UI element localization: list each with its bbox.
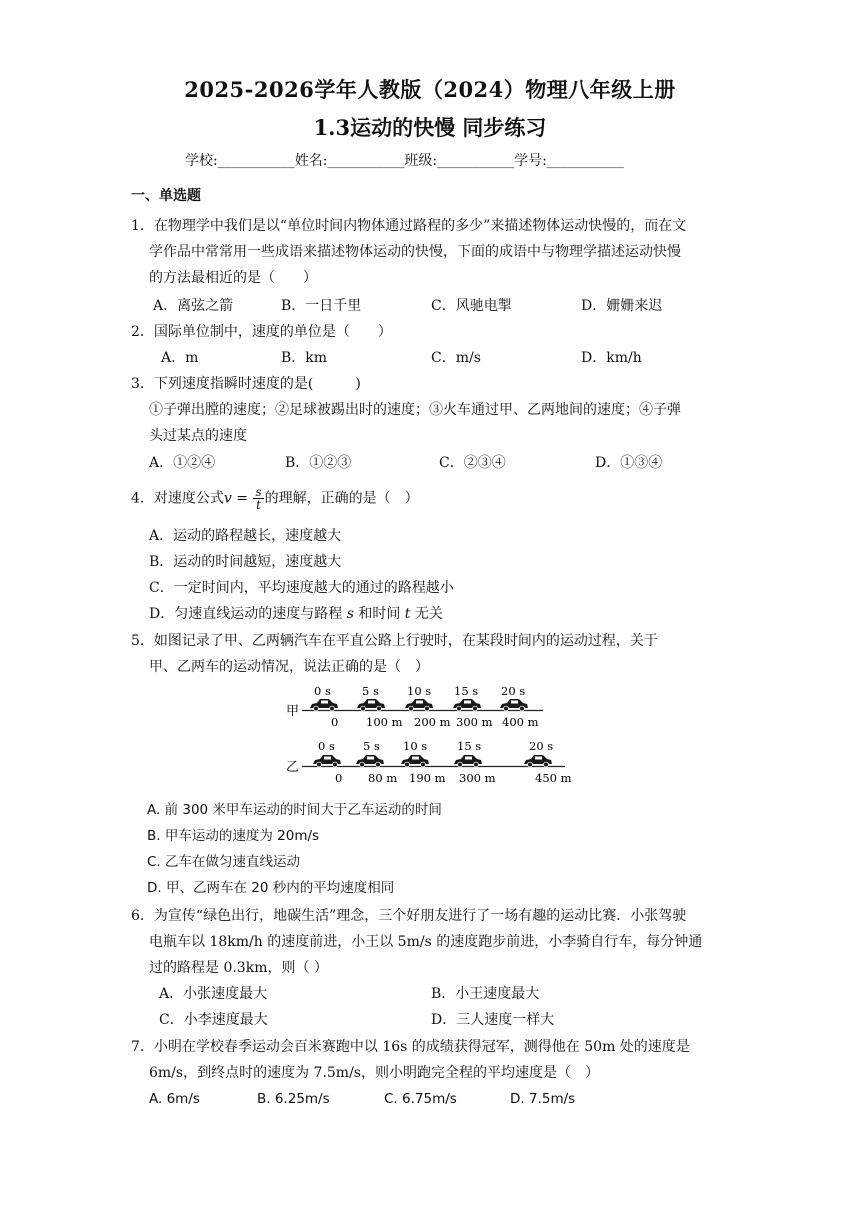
jia-time-15: 15 s — [454, 684, 479, 698]
q3-stem-line2: ①子弹出膛的速度；②足球被踢出时的速度；③火车通过甲、乙两地间的速度；④子弹 — [149, 402, 681, 418]
q6-stem-line2: 电瓶车以 18km/h 的速度前进，小王以 5m/s 的速度跑步前进，小李骑自行车，每分钟通 — [149, 934, 703, 950]
yi-car-icon — [356, 755, 384, 767]
q1-option-c: C．风驰电掣 — [431, 298, 512, 314]
q3-option-c: C．②③④ — [439, 455, 506, 471]
q2-option-c: C．m/s — [431, 350, 481, 366]
q5-option-c: C. 乙车在做匀速直线运动 — [147, 854, 301, 870]
q4-stem — [131, 486, 419, 511]
jia-car-icon — [453, 699, 481, 711]
q4-option-b: B．运动的时间越短，速度越大 — [149, 554, 342, 570]
q2-option-b: B．km — [281, 350, 328, 366]
q1-option-d: D．姗姗来迟 — [581, 298, 663, 314]
q1-option-a: A．离弦之箭 — [153, 298, 234, 314]
q2-option-d: D．km/h — [581, 350, 642, 366]
formula-equals: = — [231, 490, 253, 507]
var-s: s — [346, 606, 354, 622]
q1-stem-line2: 学作品中常常用一些成语来描述物体运动的快慢，下面的成语中与物理学描述运动快慢 — [149, 244, 681, 260]
jia-dist-400: 400 m — [502, 715, 539, 729]
yi-dist-300: 300 m — [459, 771, 496, 785]
q2-stem: 2．国际单位制中，速度的单位是（ ） — [131, 324, 392, 340]
q4-stem-suffix: 的理解，正确的是（ ） — [264, 490, 419, 507]
q7-option-b: B. 6.25m/s — [257, 1091, 330, 1107]
q7-stem-line2: 6m/s，到终点时的速度为 7.5m/s，则小明跑完全程的平均速度是（ ） — [149, 1065, 599, 1081]
formula-v: v — [223, 490, 232, 507]
var-t: t — [404, 606, 411, 622]
yi-label: 乙 — [286, 760, 300, 775]
q6-option-b: B．小王速度最大 — [431, 986, 540, 1002]
jia-car-icon — [310, 699, 338, 711]
q6-option-a: A．小张速度最大 — [159, 986, 268, 1002]
yi-car-icon — [454, 755, 482, 767]
formula-denominator: t — [256, 498, 261, 512]
q6-option-d: D．三人速度一样大 — [431, 1012, 555, 1028]
q4-option-c: C．一定时间内，平均速度越大的通过的路程越小 — [149, 580, 454, 596]
q4-option-d — [149, 604, 443, 624]
formula-numerator: s — [255, 485, 262, 499]
q1-stem-line3: 的方法最相近的是（ ） — [149, 270, 317, 286]
q4-option-d-post: 无关 — [410, 606, 443, 622]
q7-stem-line1: 7．小明在学校春季运动会百米赛跑中以 16s 的成绩获得冠军，测得他在 50m 处的速度是 — [131, 1039, 690, 1055]
yi-car-icon — [401, 755, 429, 767]
q3-stem-line1: 3．下列速度指瞬时速度的是( ) — [131, 376, 361, 392]
q2-option-a: A．m — [161, 350, 199, 366]
q7-option-a: A. 6m/s — [149, 1091, 200, 1107]
q3-option-d: D．①③④ — [595, 455, 663, 471]
q4-option-d-pre: D．匀速直线运动的速度与路程 — [149, 606, 347, 622]
jia-car-icon — [357, 699, 385, 711]
q6-option-c: C．小李速度最大 — [159, 1012, 268, 1028]
car-motion-figure — [283, 682, 583, 786]
q6-stem-line3: 过的路程是 0.3km，则（ ） — [149, 960, 328, 976]
speed-formula-fraction — [253, 486, 263, 511]
yi-time-5: 5 s — [363, 739, 380, 753]
yi-time-20: 20 s — [529, 739, 554, 753]
q5-stem-line1: 5．如图记录了甲、乙两辆汽车在平直公路上行驶时，在某段时间内的运动过程，关于 — [131, 633, 658, 649]
jia-dist-200: 200 m — [414, 715, 451, 729]
jia-time-0: 0 s — [314, 684, 331, 698]
yi-time-10: 10 s — [403, 739, 428, 753]
worksheet-title: 2025-2026学年人教版（2024）物理八年级上册 — [184, 77, 676, 102]
q3-stem-line3: 头过某点的速度 — [149, 428, 247, 444]
yi-car-icon — [524, 755, 552, 767]
q5-stem-line2: 甲、乙两车的运动情况，说法正确的是（ ） — [149, 659, 429, 675]
yi-dist-190: 190 m — [409, 771, 446, 785]
q3-option-b: B．①②③ — [285, 455, 352, 471]
jia-time-20: 20 s — [501, 684, 526, 698]
yi-dist-450: 450 m — [535, 771, 572, 785]
jia-label: 甲 — [286, 704, 300, 719]
q5-option-a: A. 前 300 米甲车运动的时间大于乙车运动的时间 — [147, 802, 442, 818]
q5-option-b: B. 甲车运动的速度为 20m/s — [147, 828, 320, 844]
yi-time-0: 0 s — [318, 739, 335, 753]
jia-dist-0: 0 — [331, 715, 339, 729]
jia-time-10: 10 s — [407, 684, 432, 698]
section-title: 一、单选题 — [131, 188, 201, 204]
jia-time-5: 5 s — [362, 684, 379, 698]
yi-dist-0: 0 — [335, 771, 343, 785]
jia-car-icon — [500, 699, 528, 711]
q5-option-d: D. 甲、乙两车在 20 秒内的平均速度相同 — [147, 880, 395, 896]
q1-stem-line1: 1．在物理学中我们是以“单位时间内物体通过路程的多少”来描述物体运动快慢的，而在文 — [131, 218, 687, 234]
yi-dist-80: 80 m — [368, 771, 398, 785]
q4-option-d-mid: 和时间 — [353, 606, 405, 622]
q7-option-c: C. 6.75m/s — [384, 1091, 457, 1107]
q3-option-a: A．①②④ — [149, 455, 216, 471]
worksheet-subtitle: 1.3运动的快慢 同步练习 — [313, 115, 547, 140]
q4-option-a: A．运动的路程越长，速度越大 — [149, 528, 342, 544]
yi-car-icon — [313, 755, 341, 767]
jia-car-icon — [405, 699, 433, 711]
student-info-line: 学校:___________姓名:___________班级:___________学号:___________ — [185, 153, 624, 169]
yi-time-15: 15 s — [457, 739, 482, 753]
jia-dist-100: 100 m — [366, 715, 403, 729]
q1-option-b: B．一日千里 — [281, 298, 362, 314]
q6-stem-line1: 6．为宣传“绿色出行，地碳生活”理念，三个好朋友进行了一场有趣的运动比赛．小张驾驶 — [131, 908, 687, 924]
q7-option-d: D. 7.5m/s — [510, 1091, 576, 1107]
q4-stem-prefix: 4．对速度公式 — [131, 490, 224, 507]
jia-dist-300: 300 m — [456, 715, 493, 729]
